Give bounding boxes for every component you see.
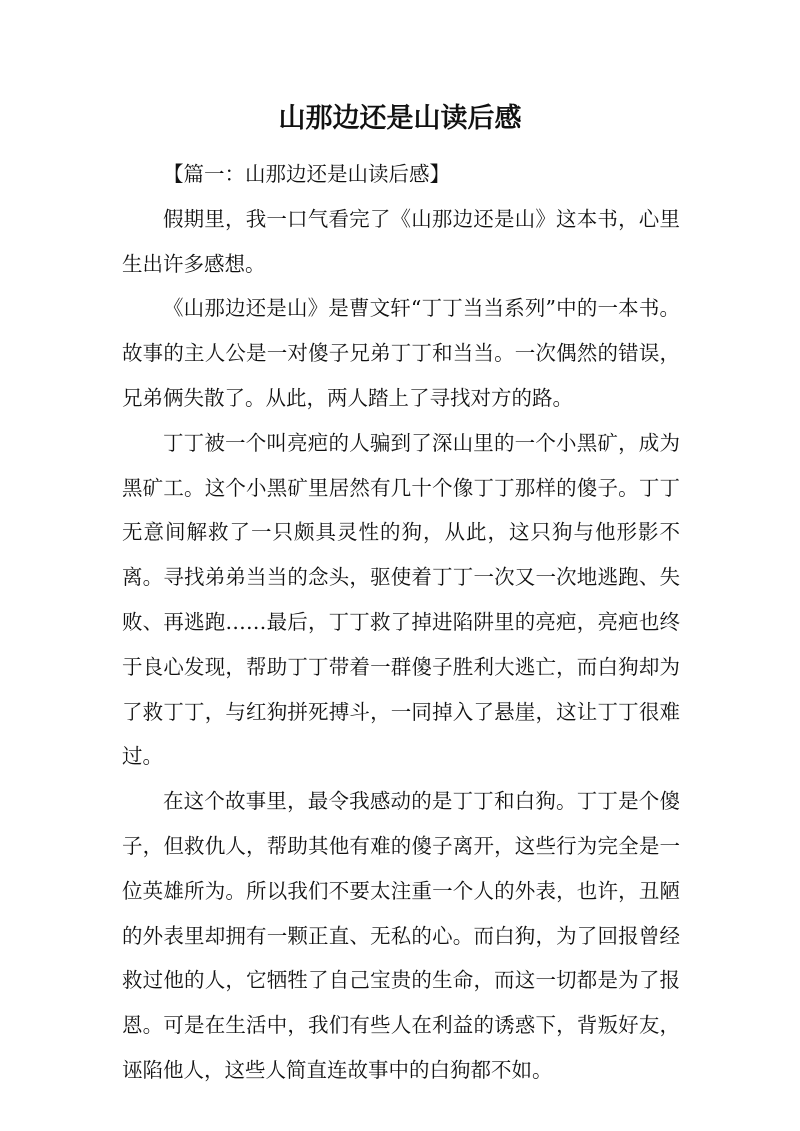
document-title: 山那边还是山读后感 <box>278 103 522 134</box>
paragraph: 假期里，我一口气看完了《山那边还是山》这本书，心里生出许多感想。 <box>122 206 680 276</box>
paragraph: 丁丁被一个叫亮疤的人骗到了深山里的一个小黑矿，成为黑矿工。这个小黑矿里居然有几十个像丁丁那样的傻子。丁丁无意间解救了一只颇具灵性的狗，从此，这只狗与他形影不离。寻找弟弟当当的念头，驱使着丁丁一次又一次地逃跑、失败、再逃跑……最后，丁丁救了掉进陷阱里的亮疤，亮疤也终于良心发现，帮助丁丁带着一群傻子胜利大逃亡，而白狗却为了救丁丁，与红狗拼死搏斗，一同掉入了悬崖，这让丁丁很难过。 <box>122 430 680 769</box>
document-body <box>122 152 680 1093</box>
section-heading: 【篇一：山那边还是山读后感】 <box>163 162 450 186</box>
paragraph: 在这个故事里，最令我感动的是丁丁和白狗。丁丁是个傻子，但救仇人，帮助其他有难的傻子离开，这些行为完全是一位英雄所为。所以我们不要太注重一个人的外表，也许，丑陋的外表里却拥有一颗正直、无私的心。而白狗，为了回报曾经救过他的人，它牺牲了自己宝贵的生命，而这一切都是为了报恩。可是在生活中，我们有些人在利益的诱惑下，背叛好友，诬陷他人，这些人简直连故事中的白狗都不如。 <box>122 789 680 1082</box>
paragraph: 《山那边还是山》是曹文轩“丁丁当当系列”中的一本书。故事的主人公是一对傻子兄弟丁丁和当当。一次偶然的错误，兄弟俩失散了。从此，两人踏上了寻找对方的路。 <box>122 296 680 410</box>
